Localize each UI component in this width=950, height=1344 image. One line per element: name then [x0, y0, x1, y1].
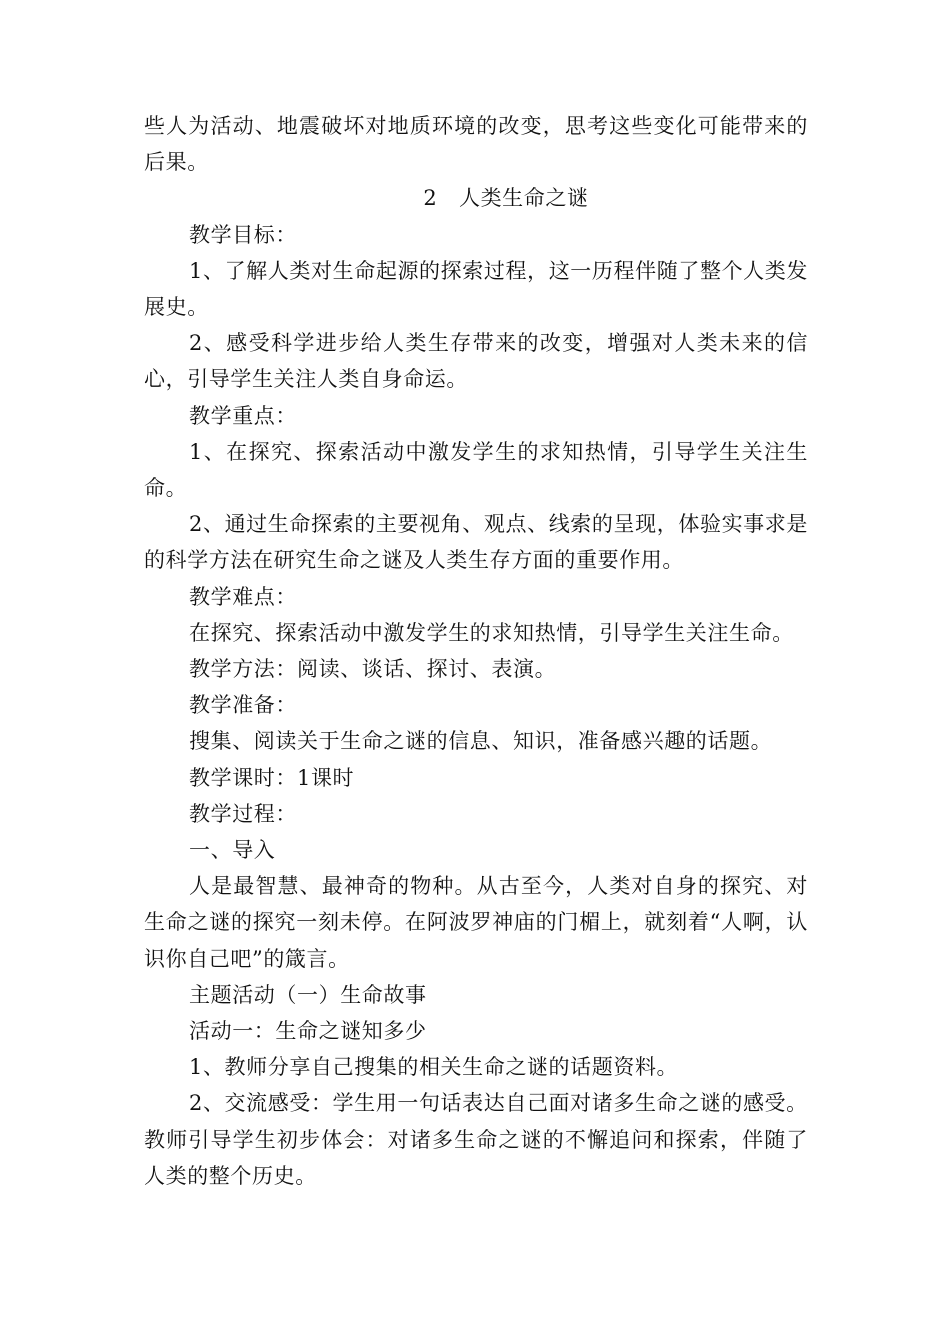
focus-item-2: 2、通过生命探索的主要视角、观点、线索的呈现，体验实事求是的科学方法在研究生命之谜及人类生存方面的重要作用。	[144, 512, 808, 573]
activity-step-1: 1、教师分享自己搜集的相关生命之谜的话题资料。	[189, 1055, 679, 1080]
teaching-focus-heading: 教学重点：	[189, 403, 297, 428]
theme-activity-heading: 主题活动（一）生命故事	[189, 982, 427, 1007]
paragraph-continuation: 些人为活动、地震破坏对地质环境的改变，思考这些变化可能带来的后果。	[144, 114, 808, 175]
preparation-text: 搜集、阅读关于生命之谜的信息、知识，准备感兴趣的话题。	[189, 729, 773, 754]
activity-one-heading: 活动一：生命之谜知多少	[189, 1019, 427, 1044]
teaching-difficulty-heading: 教学难点：	[189, 584, 297, 609]
section-title: 2 人类生命之谜	[423, 186, 589, 211]
activity-step-2: 2、交流感受：学生用一句话表达自己面对诸多生命之谜的感受。	[189, 1091, 808, 1116]
focus-item-1: 1、在探究、探索活动中激发学生的求知热情，引导学生关注生命。	[144, 439, 808, 501]
document-body	[144, 108, 808, 1194]
teaching-preparation-heading: 教学准备：	[189, 693, 297, 718]
introduction-heading: 一、导入	[189, 838, 276, 863]
introduction-text: 人是最智慧、最神奇的物种。从古至今，人类对自身的探究、对生命之谜的探究一刻未停。在阿波罗神庙的门楣上，就刻着“人啊，认识你自己吧”的箴言。	[144, 874, 808, 971]
goal-item-1: 1、了解人类对生命起源的探索过程，这一历程伴随了整个人类发展史。	[144, 258, 808, 320]
teaching-method: 教学方法：阅读、谈话、探讨、表演。	[189, 657, 557, 682]
teaching-goals-heading: 教学目标：	[189, 222, 297, 247]
difficulty-text: 在探究、探索活动中激发学生的求知热情，引导学生关注生命。	[189, 620, 794, 645]
teacher-guidance-text: 教师引导学生初步体会：对诸多生命之谜的不懈追问和探索，伴随了人类的整个历史。	[144, 1127, 808, 1188]
teaching-hours: 教学课时：1课时	[189, 765, 355, 790]
teaching-process-heading: 教学过程：	[189, 801, 297, 826]
goal-item-2: 2、感受科学进步给人类生存带来的改变，增强对人类未来的信心，引导学生关注人类自身命运。	[144, 331, 808, 392]
